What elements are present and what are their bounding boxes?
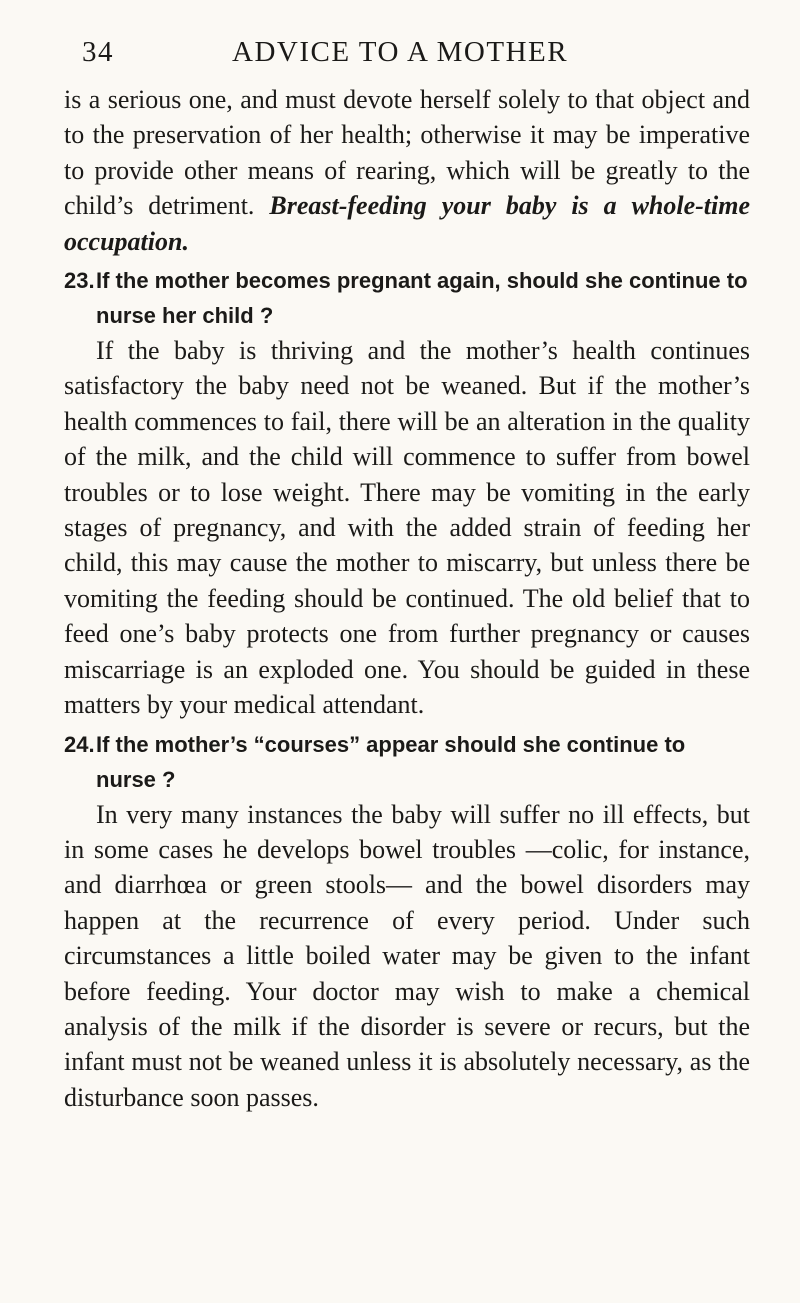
question-number: 24.	[64, 731, 95, 757]
page-number: 34	[82, 36, 114, 68]
opening-emphasis: Breast-feeding your baby is a whole-time occupation.	[64, 191, 750, 256]
opening-text: is a serious one, and must devote herself solely to that object and to the preservation of her health; otherwise it may be imperative to provide other means of rearing, which will be greatly to the child’s detriment.	[64, 85, 750, 221]
question-text: If the mother’s “courses” appear should she continue to nurse ?	[96, 731, 686, 792]
book-page	[64, 34, 750, 1115]
running-title: ADVICE TO A MOTHER	[232, 36, 569, 68]
running-header	[64, 34, 750, 78]
question-heading	[64, 263, 750, 333]
answer-paragraph: In very many instances the baby will suffer no ill effects, but in some cases he develops bowel troubles —colic, for instance, and diarrhœa or green stools— and the bowel disorders may happen at the recurrence of every period. Under such circumstances a little boiled water may be given to the infant before feeding. Your doctor may wish to make a chemical analysis of the milk if the disorder is severe or recurs, but the infant must not be weaned unless it is absolutely necessary, as the disturbance soon passes.	[64, 799, 750, 1112]
question-text: If the mother becomes pregnant again, should she continue to nurse her child ?	[96, 268, 748, 329]
question-heading	[64, 727, 750, 797]
answer-paragraph: If the baby is thriving and the mother’s health continues satisfactory the baby need not be weaned. But if the mother’s health commences to fail, there will be an alteration in the quality of the milk, and the child will commence to suffer from bowel troubles or to lose weight. There may be vomiting in the early stages of pregnancy, and with the added strain of feeding her child, this may cause the mother to miscarry, but unless there be vomiting the feeding should be continued. The old belief that to feed one’s baby protects one from further pregnancy or causes miscarriage is an exploded one. You should be guided in these matters by your medical attendant.	[64, 336, 750, 720]
opening-paragraph	[64, 82, 750, 259]
question-number: 23.	[64, 268, 95, 294]
